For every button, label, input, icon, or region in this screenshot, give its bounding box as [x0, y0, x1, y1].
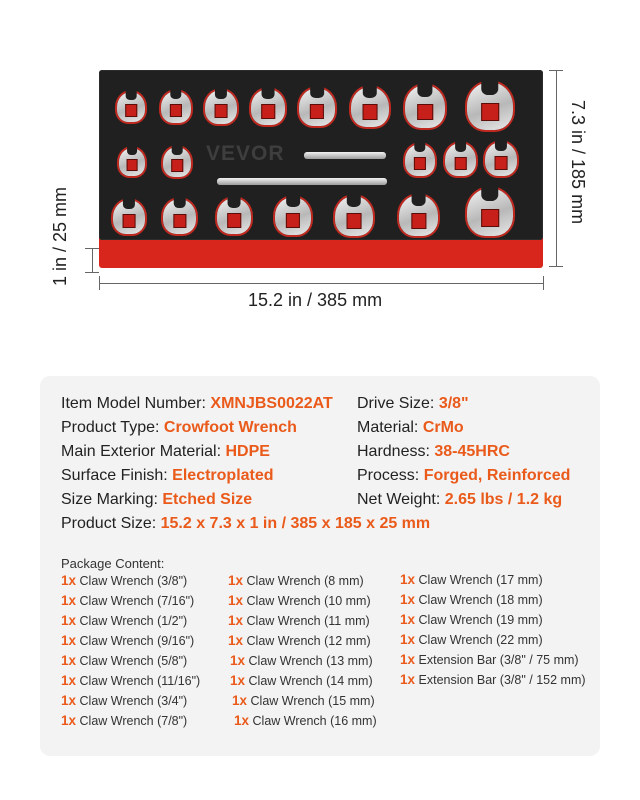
wrench-12mm [163, 199, 196, 234]
wrench-11mm [113, 200, 145, 234]
wrench-11-16 [351, 87, 389, 127]
wrench-17mm [405, 144, 435, 176]
package-item: 1x Claw Wrench (5/8") [61, 653, 188, 668]
depth-tick-bottom [549, 266, 563, 267]
wrench-14mm [275, 197, 311, 235]
tray-base-red [99, 238, 543, 268]
height-tick-top [85, 248, 99, 249]
height-dimension-label: 1 in / 25 mm [50, 186, 70, 286]
package-item: 1x Claw Wrench (3/4") [61, 693, 188, 708]
wrench-5-8 [299, 88, 335, 126]
spec-size-marking: Size Marking: Etched Size [61, 491, 253, 508]
foam-tray [99, 70, 543, 240]
width-dimension-line [99, 283, 543, 284]
height-tick-bottom [85, 272, 99, 273]
package-item: 1x Claw Wrench (13 mm) [230, 653, 373, 668]
spec-hardness: Hardness: 38-45HRC [357, 443, 510, 460]
package-item: 1x Claw Wrench (7/16") [61, 593, 195, 608]
package-content-title: Package Content: [61, 556, 165, 571]
wrench-3-4 [405, 85, 445, 128]
spec-material: Material: CrMo [357, 419, 464, 436]
wrench-18mm [445, 143, 476, 176]
wrench-8mm [119, 148, 145, 176]
package-item: 1x Claw Wrench (15 mm) [232, 693, 375, 708]
wrench-22mm [467, 188, 513, 236]
package-item: 1x Claw Wrench (3/8") [61, 573, 188, 588]
depth-dimension-label: 7.3 in / 185 mm [568, 100, 588, 225]
depth-dimension-line [556, 70, 557, 266]
spec-net-weight: Net Weight: 2.65 lbs / 1.2 kg [357, 491, 563, 508]
wrench-13mm [217, 198, 251, 234]
extension-bar-152mm [217, 178, 387, 185]
depth-tick-top [549, 70, 563, 71]
package-item: 1x Claw Wrench (8 mm) [228, 573, 364, 588]
wrench-19mm [485, 142, 517, 176]
spec-exterior-material: Main Exterior Material: HDPE [61, 443, 270, 460]
package-item: 1x Claw Wrench (16 mm) [234, 713, 377, 728]
package-item: 1x Claw Wrench (19 mm) [400, 612, 543, 627]
package-item: 1x Claw Wrench (10 mm) [228, 593, 371, 608]
spec-surface-finish: Surface Finish: Electroplated [61, 467, 274, 484]
package-item: 1x Extension Bar (3/8" / 75 mm) [400, 652, 579, 667]
package-item: 1x Claw Wrench (9/16") [61, 633, 195, 648]
spec-product-type: Product Type: Crowfoot Wrench [61, 419, 297, 436]
package-item: 1x Claw Wrench (22 mm) [400, 632, 543, 647]
package-item: 1x Claw Wrench (7/8") [61, 713, 188, 728]
spec-process: Process: Forged, Reinforced [357, 467, 571, 484]
brand-logo: VEVOR [206, 142, 285, 165]
extension-bar-75mm [304, 152, 386, 159]
package-item: 1x Claw Wrench (12 mm) [228, 633, 371, 648]
wrench-15mm [335, 196, 373, 236]
wrench-1-2 [205, 90, 237, 124]
spec-product-size: Product Size: 15.2 x 7.3 x 1 in / 385 x 185 x 25 mm [61, 515, 431, 532]
package-item: 1x Claw Wrench (17 mm) [400, 572, 543, 587]
package-item: 1x Claw Wrench (1/2") [61, 613, 188, 628]
spec-drive-size: Drive Size: 3/8" [357, 395, 469, 412]
width-dimension-label: 15.2 in / 385 mm [248, 290, 383, 310]
package-item: 1x Extension Bar (3/8" / 152 mm) [400, 672, 586, 687]
wrench-16mm [399, 195, 438, 236]
package-item: 1x Claw Wrench (11/16") [61, 673, 201, 688]
package-item: 1x Claw Wrench (11 mm) [228, 613, 370, 628]
package-item: 1x Claw Wrench (14 mm) [230, 673, 373, 688]
width-tick-right [543, 276, 544, 290]
package-item: 1x Claw Wrench (18 mm) [400, 592, 543, 607]
wrench-10mm [163, 147, 191, 177]
width-tick-left [99, 276, 100, 290]
wrench-3-8 [117, 92, 145, 122]
wrench-7-8 [467, 82, 513, 130]
wrench-7-16 [161, 91, 191, 123]
height-dimension-line [92, 248, 93, 272]
wrench-9-16 [251, 89, 285, 125]
spec-model-number: Item Model Number: XMNJBS0022AT [61, 395, 333, 412]
